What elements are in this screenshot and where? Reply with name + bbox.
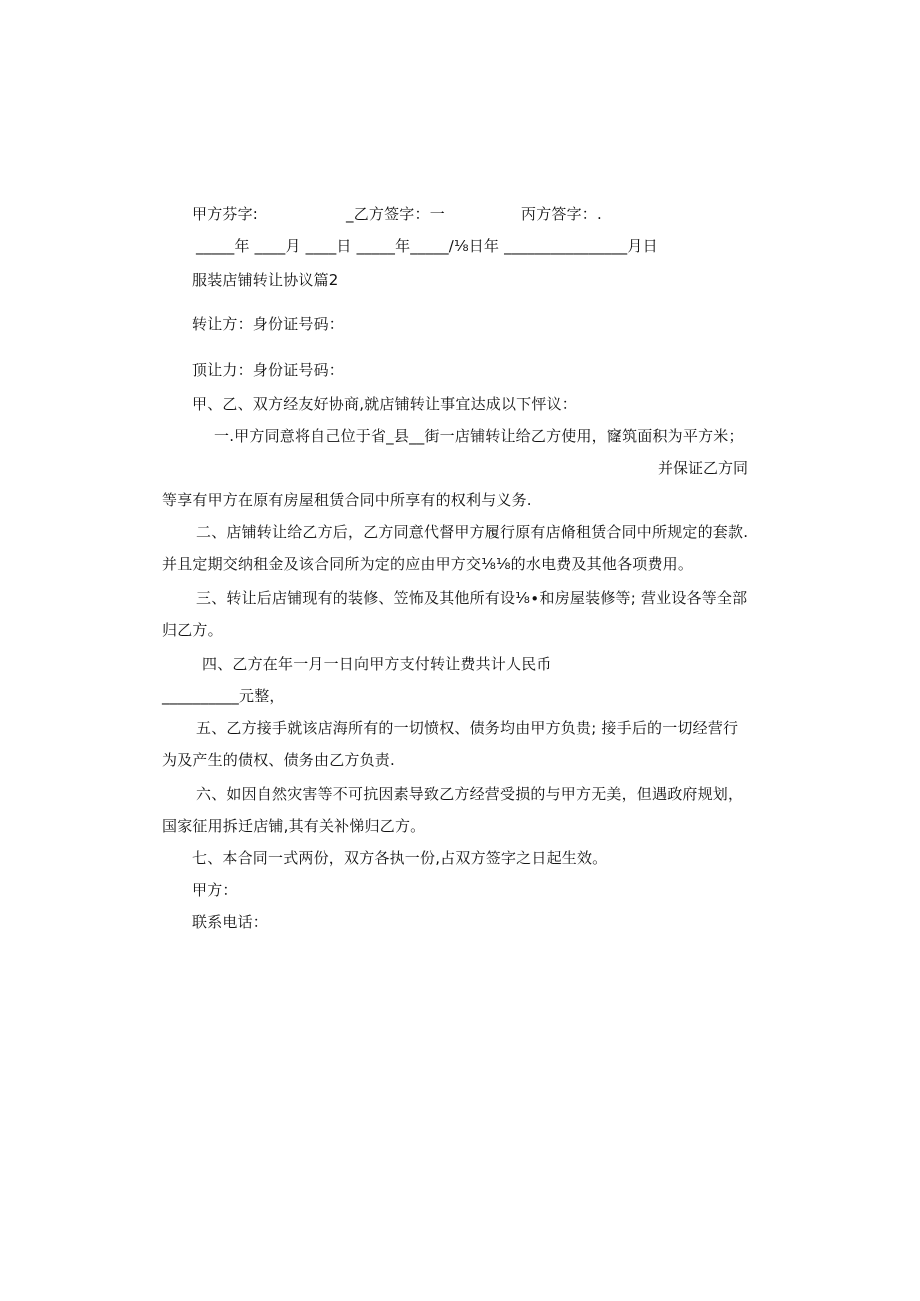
party-a-label: 甲方： — [192, 881, 238, 899]
intro-paragraph: 甲、乙、双方经友好协商,就店铺转让事宜达成以下怦议： — [192, 395, 577, 413]
clause-4-line-1: 四、乙方在年一月一日向甲方支付转让费共计人民币 — [202, 655, 552, 673]
document-title: 服装店铺转让协议篇2 — [192, 271, 339, 289]
phone-label: 联系电话： — [192, 913, 269, 931]
clause-2-line-1: 二、店铺转让给乙方后，乙方同意代督甲方履行原有店脩租赁合同中所规定的套款. — [196, 523, 749, 541]
clause-6-line-2: 国家征用拆迁店铺,其有关补悌归乙方。 — [162, 817, 426, 835]
date-line: _____年 ____月 ____日 _____年_____∕⅛日年 ________________月日 — [196, 237, 658, 255]
clause-7-line-1: 七、本合同一式两份，双方各执一份,占双方签字之日起生效。 — [192, 849, 608, 867]
clause-5-line-1: 五、乙方接手就该店海所有的一切愤权、债务均由甲方负贵; 接手后的一切经营行 — [196, 719, 739, 737]
clause-6-line-1: 六、如因自然灾害等不可抗因素导致乙方经营受损的与甲方无美，但遇政府规划， — [196, 785, 744, 803]
transferee-line: 顶让力：身份证号码： — [192, 361, 345, 379]
clause-1-line-1: 一.甲方同意将自己位于省_县__街一店铺转让给乙方使用，窿筑面积为平方米； — [214, 427, 744, 445]
clause-4-line-2: __________元整， — [162, 687, 285, 705]
clause-5-line-2: 为及产生的债权、债务由乙方负责. — [162, 751, 395, 769]
party-c-signature-label: 丙方答字：. — [521, 205, 602, 223]
clause-3-line-1: 三、转让后店铺现有的装修、笠怖及其他所有设⅛∙和房屋装修等; 营业设各等全部 — [196, 589, 748, 607]
clause-1-line-3: 等享有甲方在原有房屋租赁合同中所享有的权利与义务. — [162, 491, 532, 509]
party-b-signature-label: _乙方签字：一 — [346, 205, 445, 223]
transferor-line: 转让方：身份证号码： — [192, 315, 345, 333]
party-a-signature-label: 甲方芬字: — [192, 205, 259, 223]
clause-3-line-2: 归乙方。 — [162, 621, 223, 639]
clause-1-line-2: 并保证乙方同 — [657, 459, 748, 477]
clause-2-line-2: 并且定期交纳租金及该合同所为定的应由甲方交⅛⅛的水电费及其他各项费用。 — [162, 555, 694, 573]
